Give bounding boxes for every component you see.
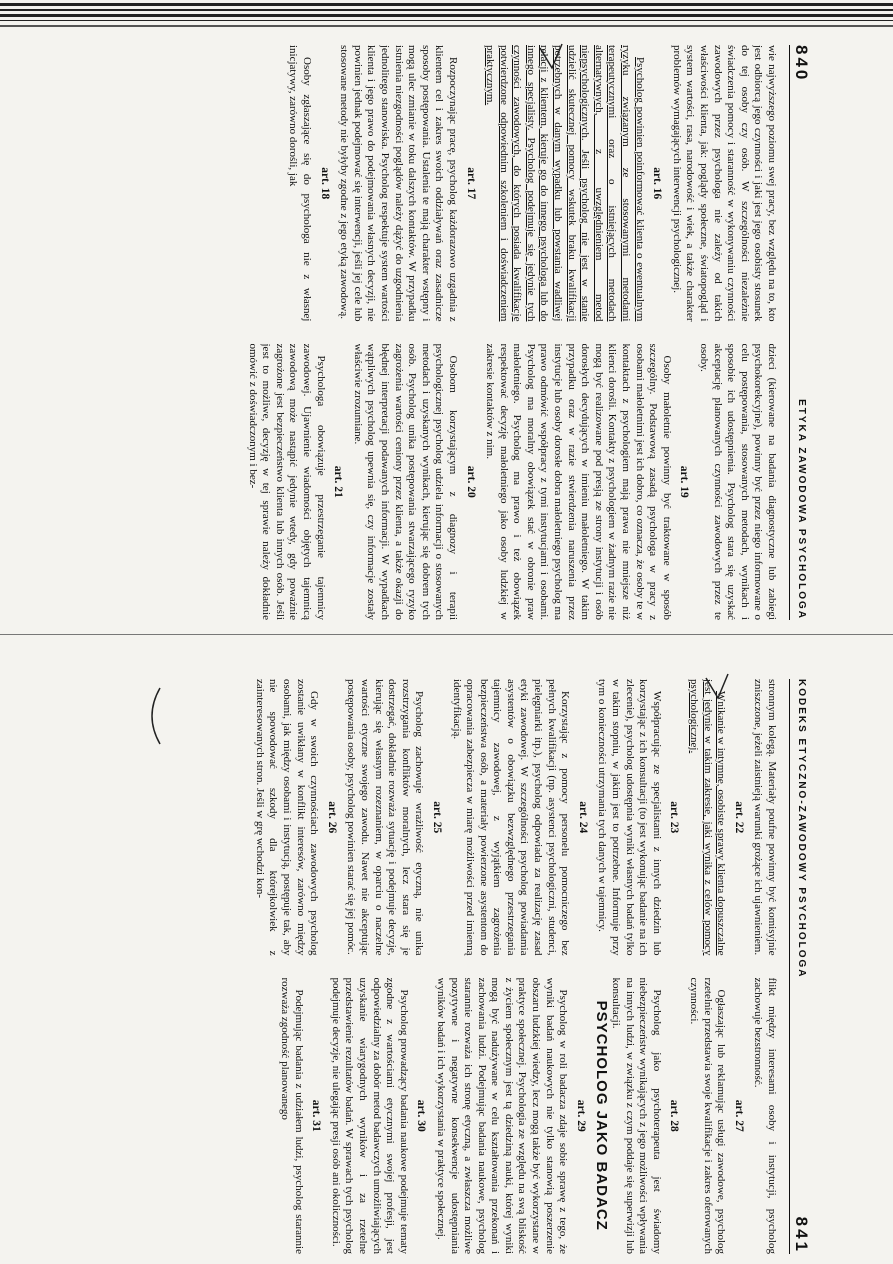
article-heading: art. 28 — [668, 1099, 681, 1132]
page-840 — [0, 0, 893, 630]
paragraph: Psycholog jako psychoterapeuta jest świadomy niebezpieczeństw wynikających z jego możliwości wpływania na innych ludzi, w związku z czym poddaje się superwizji lub konsultacji. — [610, 977, 663, 1254]
page-840-rotated-content — [110, 45, 810, 620]
article-heading: art. 30 — [415, 1099, 428, 1132]
page-841-rotated-content — [110, 679, 810, 1254]
paragraph: Psychologa obowiązuje przestrzeganie tajemnicy zawodowej. Ujawnienie wiadomości objętych tajemnicą zawodową może nastąpić jedynie wtedy, gdy poważnie zagrożone jest bezpieczeństwo klienta lub innych osób. Jeśli jest to możliwe, decyzję w tej sprawie należy dokładnie omówić z doświadczonym i bez- — [246, 343, 327, 620]
paragraph: Ogłaszając lub reklamując usługi zawodowe, psycholog rzetelnie przedstawia swoje kwalifikacje i zakres oferowanych czynności. — [688, 977, 728, 1254]
paragraph: dzieci (kierowane na badania diagnostyczne lub zabiegi psychokorekcyjne), powinny być przez niego informowane o celu postępowania, stosowanych metodach, wynikach i sposobie ich udostępnienia. Psycholog stara się uzyskać akceptację planowanych czynności zawodowych przez te osoby. — [698, 343, 778, 620]
paragraph: wie najwyższego poziomu swej pracy, bez względu na to, kto jest odbiorcą jego czynności i jaki jest jego osobisty stosunek do tej osoby czy osób. W szczególności niezależnie świadczenia pomocy i staranność w wykonywaniu czynności zawodowych przez psychologa nie zależy od takich właściwości klienta, jak: poglądy społeczne, światopogląd i system wartości, rasa, narodowość i wiek, a także charakter problemów wymagających interwencji psychologicznej. — [670, 45, 778, 322]
article-heading: art. 20 — [464, 465, 477, 498]
article-heading: art. 24 — [576, 801, 589, 834]
page-841 — [0, 634, 893, 1264]
paragraph: Osoby małoletnie powinny być traktowane w sposób szczególny. Podstawową zasadą psychologa w pracy z osobami małoletnimi jest ich dobro, co oznacza, że osoby te w kontaktach z psychologiem mają prawa nie mniejsze niż klienci dorośli. Kontakty z psychologiem w żadnym razie nie mogą być realizowane pod presją ze strony instytucji i osób dorosłych decydujących w imieniu małoletniego. W takim przypadku oraz w razie stwierdzenia naruszenia przez instytucje lub osoby dorosłe dobra małoletniego psycholog ma prawo odmówić współpracy z tymi instytucjami i osobami. Psycholog ma moralny obowiązek stać w obronie praw małoletniego. Psycholog ma prawo i też obowiązek respektować decyzję małoletniego jako osoby ludzkiej w zakresie kontaktów z nim. — [484, 343, 673, 620]
paragraph: Osobom korzystającym z diagnozy i terapii psychologicznej psycholog udziela informacji o stosowanych metodach i uzyskanych wynikach, kierując się dobrem tych osób. Psycholog unika postępowania stwarzającego ryzyko zagrożenia wartości ceniony przez klienta, a także okazji do błędnej interpretacji podawanych informacji. W wypadkach wątpliwych psycholog upewnia się, czy informacje zostały właściwie zrozumiane. — [351, 343, 459, 620]
paragraph: Współpracując ze specjalistami z innych dziedzin lub korzystając z ich konsultacji (to jest wykonując badanie na ich zlecenie), psycholog udostępnia wyniki własnych badań tylko w takim stopniu, w jakim jest to potrzebne. Informuje przy tym o konieczności utrzymania tych danych w tajemnicy. — [596, 679, 663, 956]
article-heading: art. 16 — [651, 167, 664, 200]
handwritten-bracket-mark — [140, 686, 164, 746]
paragraph-underlined: Psycholog powinien poinformować klienta o ewentualnym ryzyku związanym ze stosowanymi metodami terapeutycznymi oraz o istniejących metodach alternatywnych, z uwzględnieniem metod niepsychologicznych. Jeśli psycholog nie jest w stanie udzielić skutecznej pomocy wskutek braku kwalifikacji potrzebnych w danym wypadku lub powstania wadliwej relacji z klientem, kieruje go do innego psychologa lub do innego specjalisty. Psycholog podejmuje się jedynie tych czynności zawodowych, do których posiada kwalifikacje potwierdzone odpowiednim szkoleniem i doświadczeniem praktycznym. — [484, 45, 646, 322]
article-heading: art. 22 — [732, 801, 745, 834]
paragraph: Gdy w swoich czynnościach zawodowych psycholog zostanie uwikłany w konflikt interesów, zarówno między osobami, jak między osobami i instytucją, postępuje tak, aby nie spowodować szkody dla którejkolwiek z zainteresowanych stron. Jeśli w grę wchodzi kon- — [253, 679, 321, 956]
article-heading: art. 29 — [574, 1099, 587, 1132]
paragraph: Psycholog prowadzący badania naukowe podejmuje tematy zgodne z wartościami etycznymi swojej profesji, jest odpowiedzialny za dobór metod badawczych umożliwiających uzyskanie wiarygodnych wyników i za rzetelne przedstawienie rezultatów badań. W sprawach tych psycholog podejmuje decyzje, nie ulegając presji osób ani okoliczności. — [329, 977, 410, 1254]
paragraph: Podejmując badania z udziałem ludzi, psycholog starannie rozważa zgodność planowanego — [279, 977, 305, 1254]
handwritten-check-mark — [536, 40, 566, 80]
article-heading: art. 21 — [332, 465, 345, 498]
paragraph-underlined: Wnikanie w intymne, osobiste sprawy klienta dopuszczalne jest jedynie w takim zakresie, jaki wynika z celów pomocy psychologicznej. — [688, 679, 728, 956]
paragraph: Psycholog w roli badacza zdaje sobie sprawę z tego, że wyniki badań naukowych nie tylko stanowią poszerzenie obszaru ludzkiej wiedzy, lecz mogą także być wykorzystane w praktyce społecznej. Psychologia ze względu na swą bliskość z życiem społecznym jest tą dziedziną nauki, której wyniki mogą być nadużywane w celu kształtowania przekonań i zachowania ludzi. Podejmując badania naukowe, psycholog starannie rozważa ich stronę etyczną, a zwłaszcza możliwe pozytywne i negatywne konsekwencje udostępniania wyników badań i ich wykorzystania w praktyce społecznej. — [434, 977, 570, 1254]
paragraph: Korzystając z pomocy personelu pomocniczego bez pełnych kwalifikacji (np. asystenci psychologiczni, studenci, pielęgniarki itp.), psycholog odpowiada za realizację zasad etyki zawodowej. W szczególności psycholog powiadamia asystentów o obowiązku bezwzględnego przestrzegania tajemnicy zawodowej, z wyjątkiem zagrożenia bezpieczeństwa osób, a materiały powierzone asystentom do opracowania zabezpiecza w miarę możliwości przed imienną identyfikacją. — [450, 679, 572, 956]
article-heading: art. 18 — [318, 167, 331, 200]
paragraph: flikt między interesami osoby i instytucji, psycholog zachowuje bezstronność. — [752, 977, 778, 1254]
running-title: ETYKA ZAWODOWA PSYCHOLOGA — [796, 399, 807, 620]
article-heading: art. 27 — [732, 1099, 745, 1132]
running-title: KODEKS ETYCZNO-ZAWODOWY PSYCHOLOGA — [796, 679, 807, 979]
article-heading: art. 19 — [678, 465, 691, 498]
column-left — [118, 679, 778, 956]
section-heading: PSYCHOLOG JAKO BADACZ — [593, 1000, 611, 1231]
page-number: 841 — [792, 1216, 811, 1254]
paragraph: Osoby zgłaszające się do psychologa nie z własnej inicjatywy, zarówno dorośli, jak — [287, 45, 313, 322]
page-number: 840 — [792, 45, 811, 83]
handwritten-check-mark — [702, 670, 732, 710]
running-header — [789, 679, 810, 1254]
article-heading: art. 25 — [430, 801, 443, 834]
column-left — [118, 45, 778, 322]
article-heading: art. 23 — [668, 801, 681, 834]
column-right — [118, 978, 778, 1255]
article-heading: art. 26 — [325, 801, 338, 834]
paragraph: Psycholog zachowuje wrażliwość etyczną, nie unika rozstrzygania konfliktów moralnych, lecz stara się je dostrzegać, dokładnie rozważa sytuację i podejmuje decyzje, kierując się własnym rozeznaniem, w oparciu o naczelne wartości etyczne swojego zawodu. Nawet nie akceptując postępowania osoby, psycholog powinien starać się jej pomóc. — [345, 679, 426, 956]
column-right — [118, 344, 778, 621]
article-heading: art. 17 — [464, 167, 477, 200]
paragraph: stronnym kolegą. Materiały poufne powinny być komisyjnie zniszczone, jeżeli zaistnieją warunki grożące ich ujawnieniem. — [752, 679, 778, 956]
article-heading: art. 31 — [310, 1099, 323, 1132]
paragraph: Rozpoczynając pracę, psycholog każdorazowo uzgadnia z klientem cel i zakres swoich oddziaływań oraz zasadnicze sposoby postępowania. Ustalenia te mają charakter wstępny i mogą ulec zmianie w toku dalszych kontaktów. W przypadku istnienia niezgodności poglądów należy dążyć do uzgodnienia jednolitego stanowiska. Psycholog respektuje system wartości klienta i jego prawo do podejmowania własnych decyzji, nie powinien jednak podejmować się interwencji, jeśli jej cele lub stosowane metody nie byłyby zgodne z jego etyką zawodową. — [338, 45, 459, 322]
running-header — [789, 45, 810, 620]
